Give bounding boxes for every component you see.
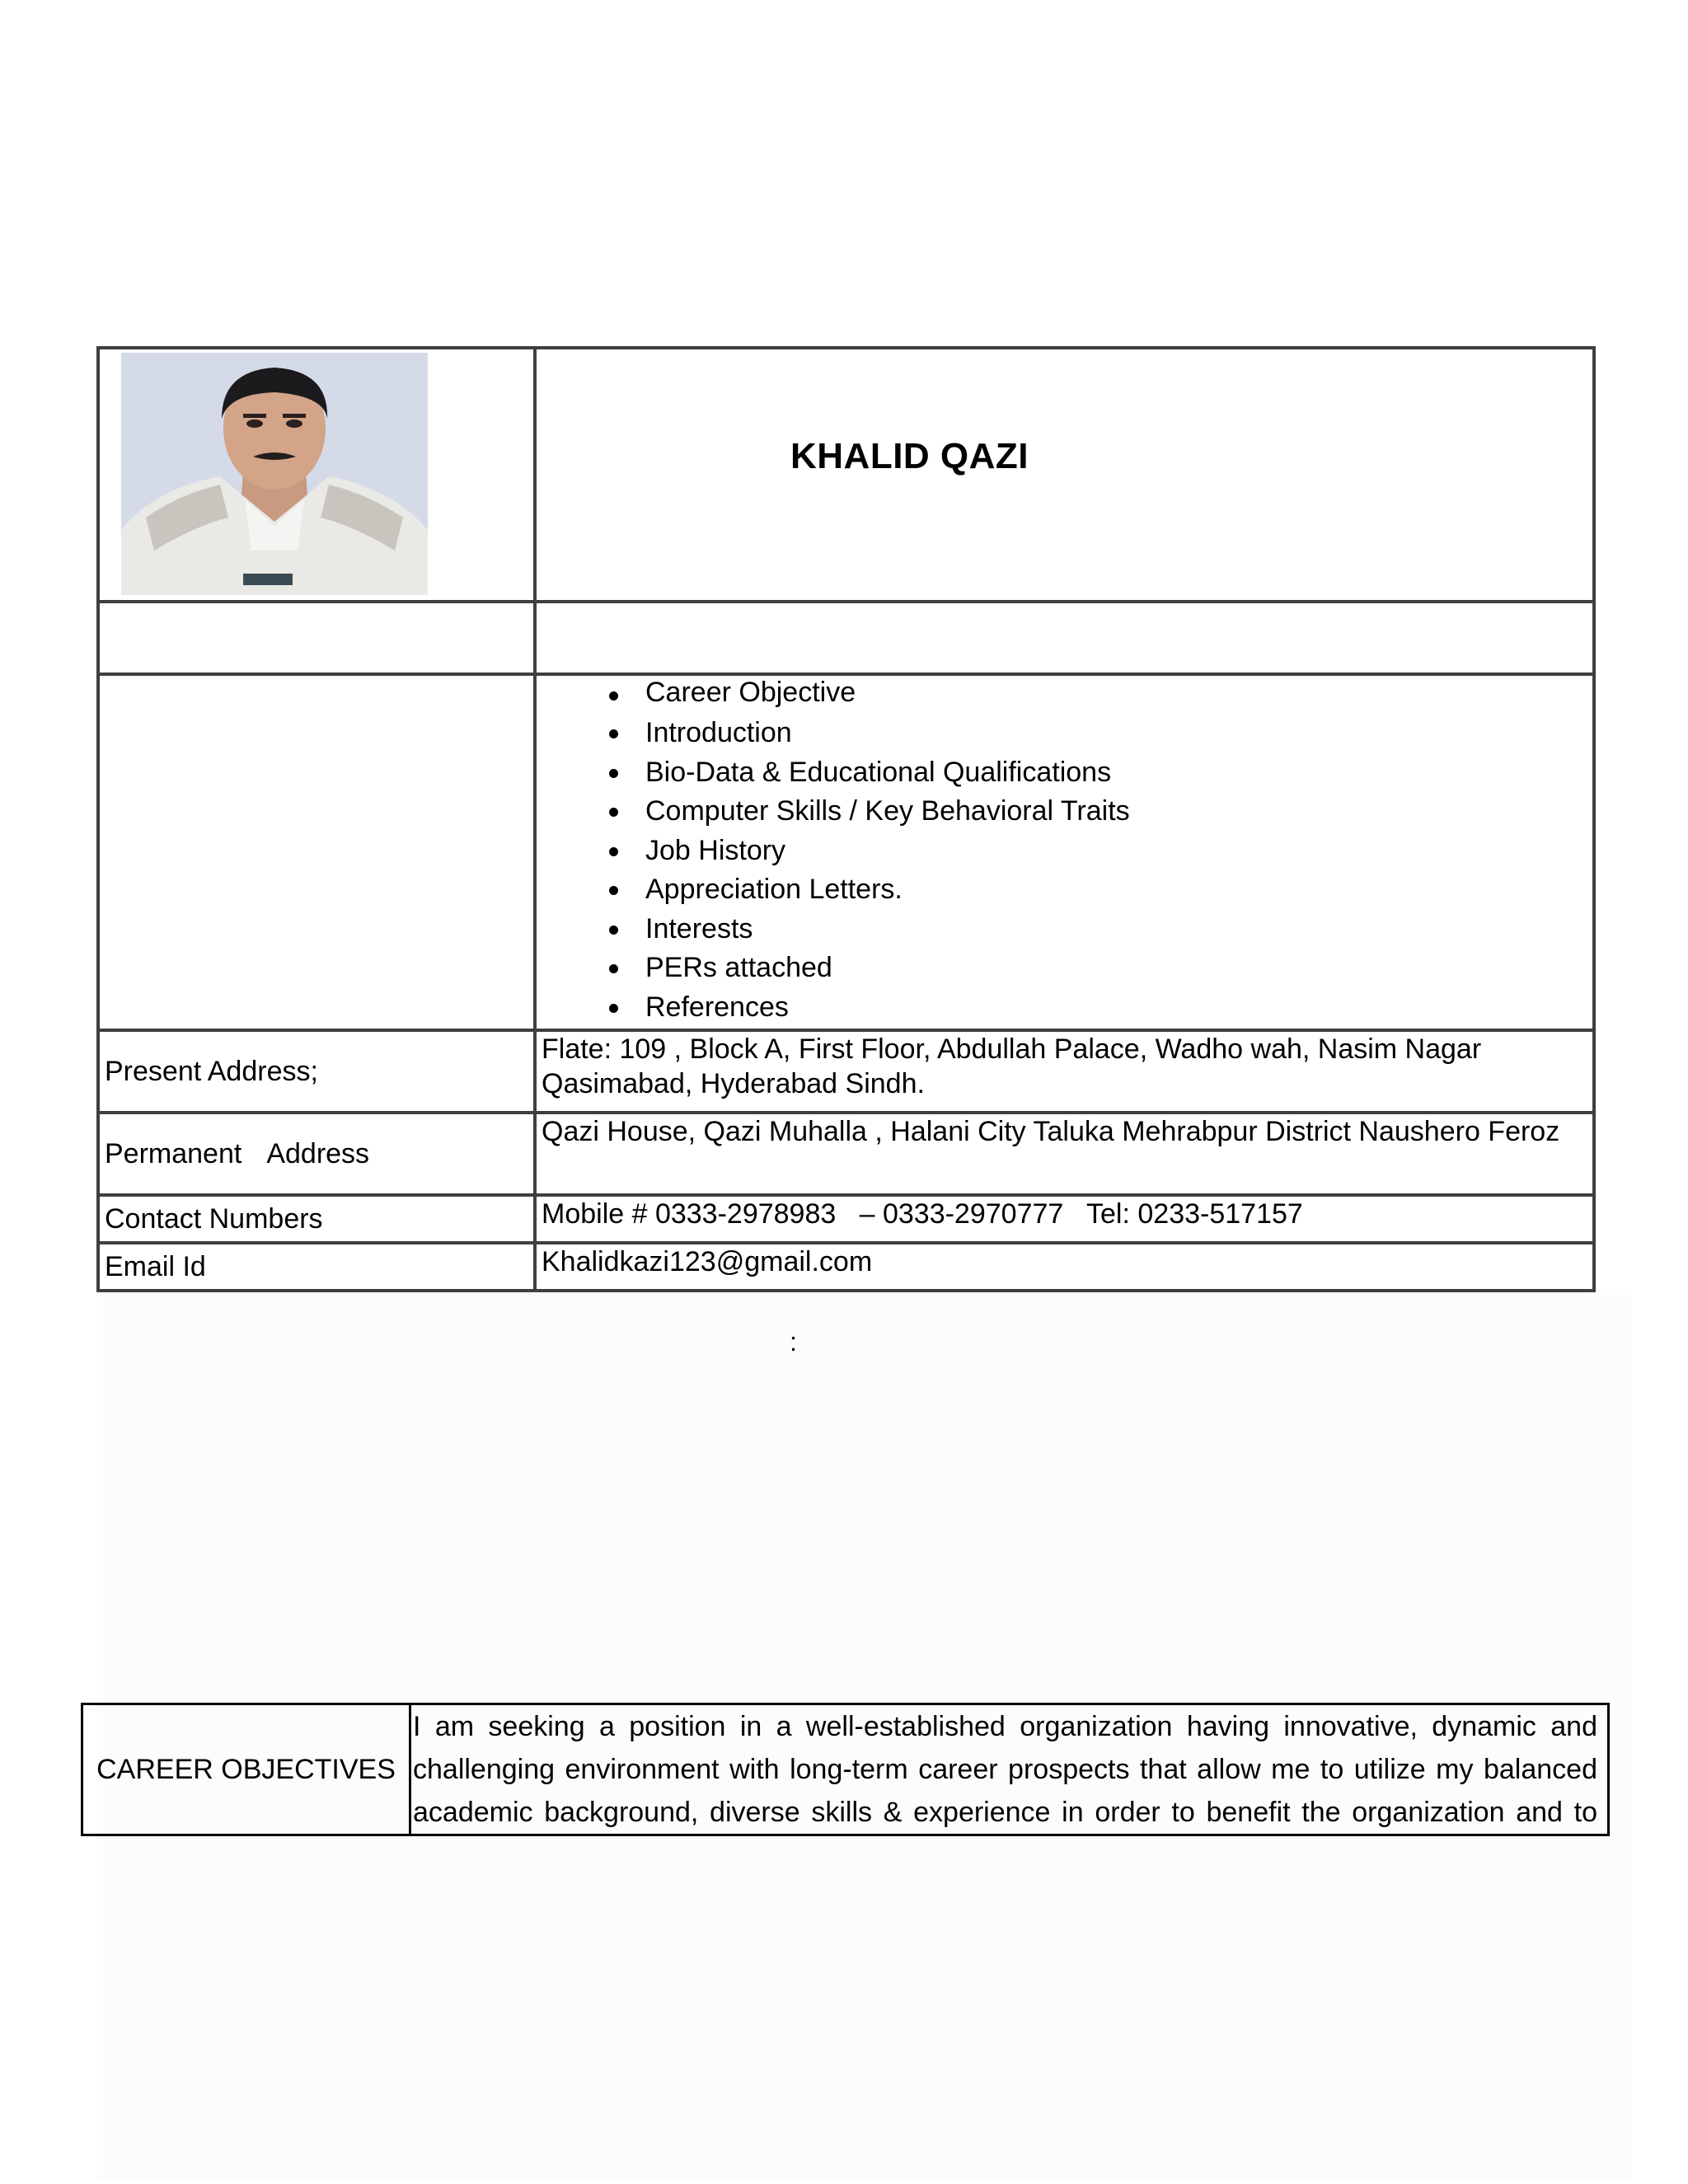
list-item: PERs attached xyxy=(645,949,1587,988)
present-address-value xyxy=(535,1030,1594,1113)
contents-list xyxy=(542,676,1587,1027)
toc-blank-cell xyxy=(98,674,535,1030)
permanent-address-label-word-1: Permanent xyxy=(105,1138,242,1169)
list-item: Introduction xyxy=(645,714,1587,753)
list-item: References xyxy=(645,988,1587,1028)
present-address-label: Present Address; xyxy=(98,1030,535,1113)
blank-cell-right xyxy=(535,602,1594,674)
permanent-address-label-word-2: Address xyxy=(266,1138,370,1169)
career-objectives-label: CAREER OBJECTIVES xyxy=(82,1704,410,1835)
photo-cell xyxy=(98,348,535,602)
list-item: Career Objective xyxy=(645,676,1587,714)
career-objectives-line-2: challenging environment with long-term career prospects that allow me to utilize my balanced xyxy=(413,1754,1597,1785)
list-item: Bio-Data & Educational Qualifications xyxy=(645,753,1587,793)
separator-colon: : xyxy=(790,1327,797,1357)
contact-numbers-label: Contact Numbers xyxy=(98,1195,535,1243)
email-value: Khalidkazi123@gmail.com xyxy=(535,1243,1594,1291)
list-item: Job History xyxy=(645,832,1587,871)
permanent-address-label xyxy=(98,1113,535,1195)
email-label: Email Id xyxy=(98,1243,535,1291)
career-objectives-line-3: academic background, diverse skills & experience in order to benefit the organization and to xyxy=(413,1797,1597,1828)
permanent-address-value: Qazi House, Qazi Muhalla , Halani City Taluka Mehrabpur District Naushero Feroz xyxy=(535,1113,1594,1195)
career-objectives-text xyxy=(410,1704,1609,1835)
cv-header-table xyxy=(96,346,1596,1292)
blank-cell-left xyxy=(98,602,535,674)
list-item: Computer Skills / Key Behavioral Traits xyxy=(645,792,1587,832)
list-item: Interests xyxy=(645,910,1587,949)
career-objectives-table xyxy=(81,1703,1610,1836)
toc-cell xyxy=(535,674,1594,1030)
candidate-name: KHALID QAZI xyxy=(790,436,1029,476)
present-address-line-2: Qasimabad, Hyderabad Sindh. xyxy=(542,1068,925,1099)
list-item: Appreciation Letters. xyxy=(645,870,1587,910)
present-address-line-1: Flate: 109 , Block A, First Floor, Abdullah Palace, Wadho wah, Nasim Nagar xyxy=(542,1033,1482,1065)
contact-numbers-value: Mobile # 0333-2978983 – 0333-2970777 Tel: 0233-517157 xyxy=(535,1195,1594,1243)
profile-photo xyxy=(121,353,428,595)
name-cell xyxy=(535,348,1594,602)
career-objectives-line-1: I am seeking a position in a well-established organization having innovative, dynamic and xyxy=(413,1711,1597,1742)
